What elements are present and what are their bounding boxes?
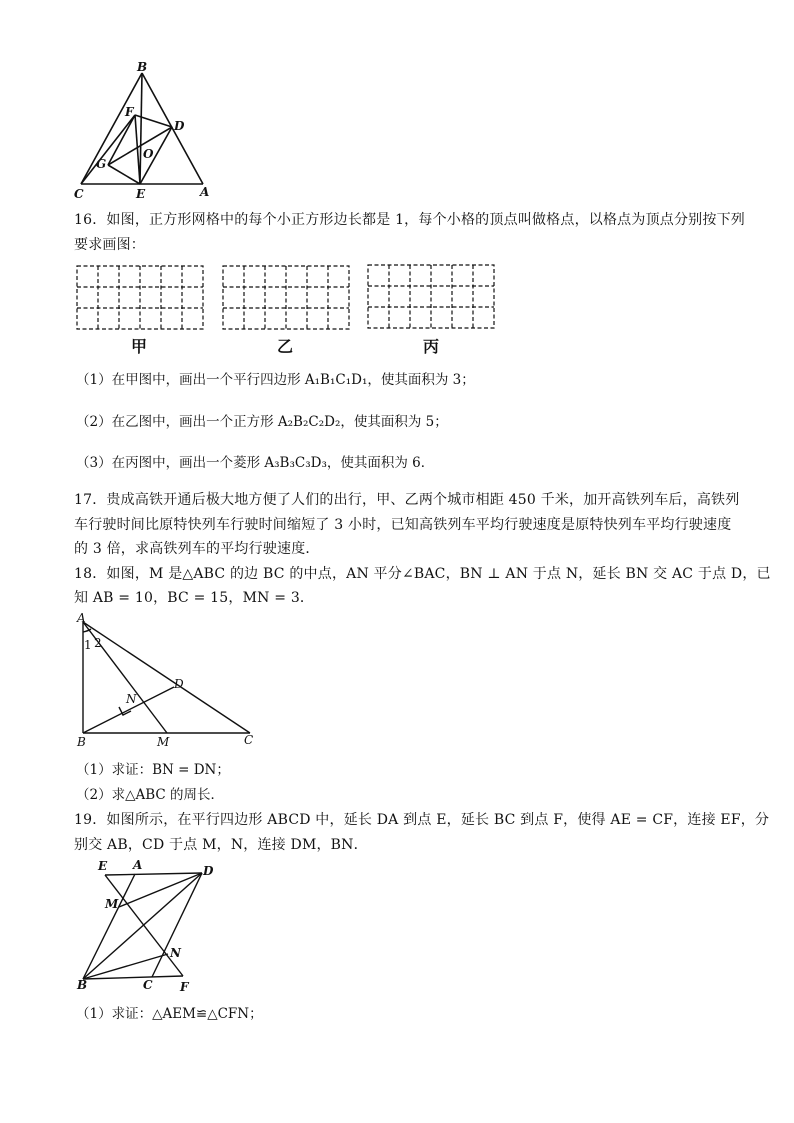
seg-BE	[140, 73, 142, 184]
q16-stem-line1: 16．如图，正方形网格中的每个小正方形边长都是 1，每个小格的顶点叫做格点，以格点为顶点分别按下列	[74, 212, 745, 228]
q16-part3: （3）在丙图中，画出一个菱形 A₃B₃C₃D₃，使其面积为 6．	[76, 455, 435, 471]
seg-BN	[83, 954, 168, 979]
label-A: A	[133, 858, 143, 872]
seg-FE	[135, 115, 140, 184]
seg-DC	[152, 873, 202, 977]
figure-18	[70, 612, 270, 752]
q16-part2: （2）在乙图中，画出一个正方形 A₂B₂C₂D₂，使其面积为 5；	[76, 414, 448, 430]
q19-line1: 19．如图所示，在平行四边形 ABCD 中，延长 DA 到点 E，延长 BC 到点 F，使得 AE = CF，连接 EF，分	[74, 812, 770, 828]
seg-AC	[83, 622, 250, 733]
q17-line3: 的 3 倍，求高铁列车的平均行驶速度．	[74, 541, 320, 557]
label-D: D	[174, 677, 184, 691]
label-A: A	[77, 612, 86, 625]
label-N: N	[126, 692, 137, 706]
label-F: F	[180, 980, 189, 994]
q18-line1: 18．如图，M 是△ABC 的边 BC 的中点，AN 平分∠BAC，BN ⊥ AN 于点 N，延长 BN 交 AC 于点 D，已	[74, 566, 771, 582]
label-2: 2	[94, 636, 102, 650]
q19-part1: （1）求证：△AEM≌△CFN；	[76, 1006, 263, 1022]
label-F: F	[125, 105, 134, 119]
seg-AB	[83, 874, 135, 979]
label-C: C	[244, 733, 254, 747]
seg-DM	[119, 873, 202, 907]
q18-part1: （1）求证：BN = DN；	[76, 762, 230, 778]
label-N: N	[170, 946, 181, 960]
grid-yi	[222, 265, 350, 331]
grid-jia	[76, 265, 204, 331]
q17-line2: 车行驶时间比原特快列车行驶时间缩短了 3 小时，已知高铁列车平均行驶速度是原特快列车平均行驶速度	[74, 517, 732, 533]
label-D: D	[174, 119, 185, 133]
label-C: C	[74, 187, 84, 200]
label-A: A	[200, 185, 210, 199]
q16-stem-line2: 要求画图：	[74, 237, 145, 253]
grid-label-yi: 乙	[276, 337, 293, 356]
q18-line2: 知 AB = 10，BC = 15，MN = 3．	[74, 590, 315, 606]
label-B: B	[77, 735, 86, 749]
q18-part2: （2）求△ABC 的周长．	[76, 787, 225, 803]
seg-GE	[108, 165, 140, 184]
seg-ED	[105, 873, 202, 875]
q17-line1: 17．贵成高铁开通后极大地方便了人们的出行，甲、乙两个城市相距 450 千米，加开高铁列车后，高铁列	[74, 492, 740, 508]
grid-bing	[367, 264, 495, 330]
label-O: O	[143, 147, 154, 161]
q16-part1: （1）在甲图中，画出一个平行四边形 A₁B₁C₁D₁，使其面积为 3；	[76, 372, 475, 388]
label-C: C	[143, 978, 153, 992]
seg-BD	[83, 873, 202, 979]
label-E: E	[136, 187, 146, 200]
label-B: B	[77, 978, 88, 992]
label-1: 1	[84, 638, 92, 652]
seg-BF	[83, 976, 183, 979]
grid-label-bing: 丙	[422, 337, 439, 356]
label-D: D	[203, 864, 214, 878]
grid-label-jia: 甲	[130, 337, 147, 356]
label-M: M	[157, 735, 170, 749]
label-B: B	[137, 60, 148, 74]
seg-CF	[81, 115, 135, 184]
q19-line2: 别交 AB，CD 于点 M，N，连接 DM，BN．	[74, 837, 368, 853]
label-E: E	[98, 859, 108, 873]
figure-19	[72, 855, 232, 1000]
seg-BA	[142, 73, 203, 184]
label-G: G	[96, 157, 107, 171]
label-M: M	[105, 897, 119, 911]
figure-15	[60, 60, 230, 200]
